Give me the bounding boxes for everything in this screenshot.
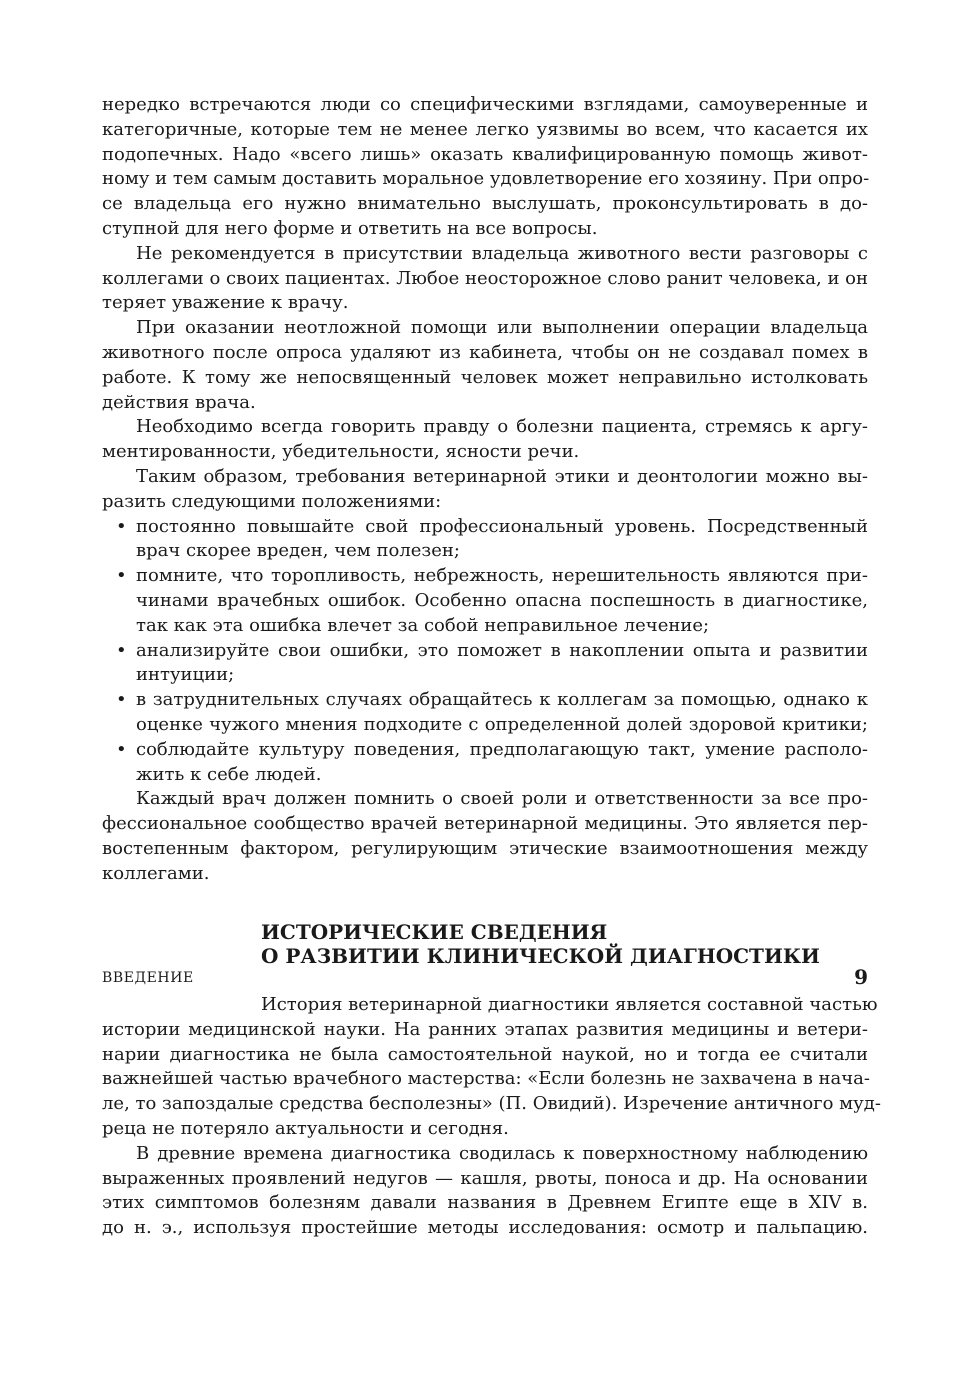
text-line: важнейшей частью врачебного мастерства: «Если болезнь не захвачена в нача- [102,1068,870,1090]
text-line: Не рекомендуется в присутствии владельца животного вести разговоры с [136,242,868,264]
bullet-icon: • [116,565,127,587]
list-item [102,515,868,565]
text-line: ле, то запоздалые средства бесполезны» (П. Овидий). Изречение античного муд- [102,1093,881,1115]
text-line: помните, что торопливость, небрежность, нерешительность являются при- [136,565,868,587]
text-line: так как эта ошибка влечет за собой неправильное лечение; [136,614,710,636]
text-line: реца не потеряло актуальности и сегодня. [102,1117,509,1139]
text-line: Необходимо всегда говорить правду о болезни пациента, стремясь к аргу- [136,416,868,438]
text-line: се владельца его нужно внимательно выслушать, проконсультировать в до- [102,193,868,215]
text-line: Таким образом, требования ветеринарной этики и деонтологии можно вы- [136,465,868,487]
section-heading [261,920,820,968]
text-line: Каждый врач должен помнить о своей роли и ответственности за все про- [136,788,868,810]
text-line: до н. э., используя простейшие методы исследования: осмотр и пальпацию. [102,1217,868,1239]
text-line: постоянно повышайте свой профессиональный уровень. Посредственный [136,515,868,537]
text-line: ному и тем самым доставить моральное удовлетворение его хозяину. При опро- [102,168,870,190]
bullet-icon: • [116,639,127,661]
text-line: врач скорее вреден, чем полезен; [136,540,460,562]
list-item [102,639,868,689]
text-line: соблюдайте культуру поведения, предполагающую такт, умение располо- [136,738,868,760]
list-item [102,564,868,638]
text-line: востепенным фактором, регулирующим этические взаимоотношения между [102,837,868,859]
bullet-icon: • [116,515,127,537]
text-line: фессиональное сообщество врачей ветеринарной медицины. Это является пер- [102,813,868,835]
text-line: коллегами о своих пациентах. Любое неосторожное слово ранит человека, и он [102,267,868,289]
text-line: оценке чужого мнения подходите с определенной долей здоровой критики; [136,713,868,735]
text-line: При оказании неотложной помощи или выполнении операции владельца [136,317,868,339]
text-block-ethics [102,93,868,887]
text-line: в затруднительных случаях обращайтесь к коллегам за помощью, однако к [136,689,868,711]
heading-line: О РАЗВИТИИ КЛИНИЧЕСКОЙ ДИАГНОСТИКИ [261,944,820,968]
text-line: работе. К тому же непосвященный человек может неправильно истолковать [102,366,868,388]
bullet-icon: • [116,738,127,760]
text-line: выраженных проявлений недугов — кашля, рвоты, поноса и др. На основании [102,1167,868,1189]
heading-line: ИСТОРИЧЕСКИЕ СВЕДЕНИЯ [261,920,608,944]
list-item [102,738,868,788]
text-block-history [102,993,881,1241]
text-line: ментированности, убедительности, ясности речи. [102,441,580,463]
text-line: подопечных. Надо «всего лишь» оказать квалифицированную помощь живот- [102,143,868,165]
running-footer-section: ВВЕДЕНИЕ [102,970,194,986]
text-line: интуиции; [136,664,235,686]
text-line: теряет уважение к врачу. [102,292,349,314]
text-line: истории медицинской науки. На ранних этапах развития медицины и ветери- [102,1018,868,1040]
bullet-icon: • [116,689,127,711]
text-line: коллегами. [102,862,210,884]
text-line: анализируйте свои ошибки, это поможет в накоплении опыта и развитии [136,639,868,661]
text-line: История ветеринарной диагностики является составной частью [261,994,878,1015]
text-line: этих симптомов болезням давали названия в Древнем Египте еще в XIV в. [102,1192,868,1214]
text-line: жить к себе людей. [136,763,322,785]
text-line: ступной для него форме и ответить на все вопросы. [102,217,598,239]
list-item [102,688,868,738]
text-line: В древние времена диагностика сводилась к поверхностному наблюдению [136,1142,868,1164]
page-number: 9 [854,965,868,989]
text-line: нарии диагностика не была самостоятельной наукой, но и тогда ее считали [102,1043,868,1065]
text-line: нередко встречаются люди со специфическими взглядами, самоуверенные и [102,94,868,115]
text-line: разить следующими положениями: [102,490,442,512]
text-line: чинами врачебных ошибок. Особенно опасна поспешность в диагностике, [136,589,868,611]
text-line: категоричные, которые тем не менее легко уязвимы во всем, что касается их [102,118,868,140]
text-line: животного после опроса удаляют из кабинета, чтобы он не создавал помех в [102,341,868,363]
text-line: действия врача. [102,391,256,413]
